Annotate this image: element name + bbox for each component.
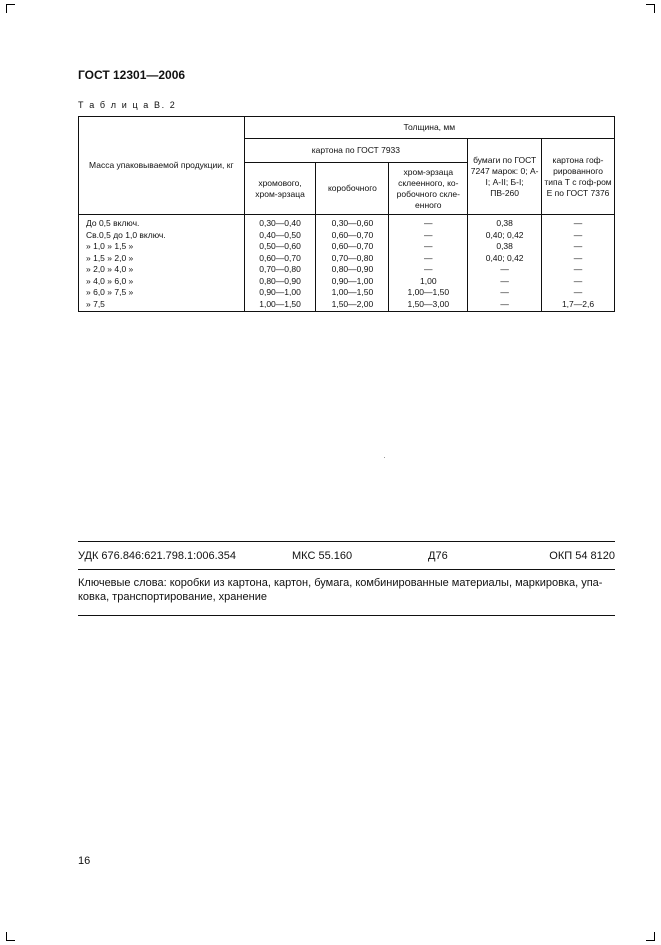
table-row xyxy=(79,287,615,299)
cell-box: 1,50—2,00 xyxy=(316,299,389,312)
cell-box: 0,90—1,00 xyxy=(316,276,389,288)
header-chrome: хромового, хром-эрзаца xyxy=(244,163,316,215)
cell-corrugated: — xyxy=(542,264,615,276)
cell-paper: — xyxy=(468,276,542,288)
header-carton: картона по ГОСТ 7933 xyxy=(244,139,468,163)
cell-chrome: 0,80—0,90 xyxy=(244,276,316,288)
cell-box: 1,00—1,50 xyxy=(316,287,389,299)
cell-mass: » 2,0 » 4,0 » xyxy=(79,264,245,276)
table-caption: Т а б л и ц а В. 2 xyxy=(78,100,177,110)
class-code: Д76 xyxy=(428,550,448,562)
cell-mass: » 7,5 xyxy=(79,299,245,312)
header-thickness: Толщина, мм xyxy=(244,117,614,139)
cell-glued: — xyxy=(389,241,468,253)
cell-paper: 0,38 xyxy=(468,215,542,230)
keywords: Ключевые слова: коробки из картона, картон, бумага, комбинированные материалы, маркировка, упа-ковка, транспортирование, хранение xyxy=(78,569,615,616)
cell-chrome: 0,60—0,70 xyxy=(244,253,316,265)
cell-paper: — xyxy=(468,299,542,312)
cell-glued: 1,00 xyxy=(389,276,468,288)
cell-corrugated: — xyxy=(542,253,615,265)
cell-corrugated: — xyxy=(542,230,615,242)
header-paper: бумаги по ГОСТ 7247 марок: 0; А-I; А-II; Б-I; ПВ-260 xyxy=(468,139,542,215)
cell-chrome: 0,30—0,40 xyxy=(244,215,316,230)
header-corrugated: картона гоф-рированного типа Т с гоф-ром Е по ГОСТ 7376 xyxy=(542,139,615,215)
cell-glued: 1,50—3,00 xyxy=(389,299,468,312)
cell-mass: До 0,5 включ. xyxy=(79,215,245,230)
cell-corrugated: 1,7—2,6 xyxy=(542,299,615,312)
cell-box: 0,80—0,90 xyxy=(316,264,389,276)
cell-mass: » 4,0 » 6,0 » xyxy=(79,276,245,288)
cell-paper: — xyxy=(468,264,542,276)
table-row xyxy=(79,276,615,288)
cell-chrome: 0,90—1,00 xyxy=(244,287,316,299)
cell-glued: — xyxy=(389,264,468,276)
header-glued: хром-эрзаца склеенного, ко-робочного скле-енного xyxy=(389,163,468,215)
scan-speck xyxy=(384,457,385,458)
okp-code: ОКП 54 8120 xyxy=(549,550,615,562)
cell-glued: — xyxy=(389,215,468,230)
cell-box: 0,60—0,70 xyxy=(316,230,389,242)
cell-chrome: 0,40—0,50 xyxy=(244,230,316,242)
header-mass: Масса упаковываемой продукции, кг xyxy=(79,117,245,215)
cell-chrome: 1,00—1,50 xyxy=(244,299,316,312)
cell-chrome: 0,70—0,80 xyxy=(244,264,316,276)
cell-chrome: 0,50—0,60 xyxy=(244,241,316,253)
table-row xyxy=(79,264,615,276)
udk-code: УДК 676.846:621.798.1:006.354 xyxy=(78,550,236,562)
table-row xyxy=(79,230,615,242)
crop-mark-bottom-right xyxy=(646,932,655,941)
cell-mass: Св.0,5 до 1,0 включ. xyxy=(79,230,245,242)
table-row xyxy=(79,253,615,265)
cell-paper: 0,40; 0,42 xyxy=(468,253,542,265)
header-box: коробочного xyxy=(316,163,389,215)
bibliographic-line xyxy=(78,541,615,570)
cell-glued: — xyxy=(389,230,468,242)
cell-mass: » 1,5 » 2,0 » xyxy=(79,253,245,265)
table-row xyxy=(79,215,615,230)
cell-corrugated: — xyxy=(542,287,615,299)
cell-mass: » 6,0 » 7,5 » xyxy=(79,287,245,299)
crop-mark-bottom-left xyxy=(6,932,15,941)
cell-paper: 0,40; 0,42 xyxy=(468,230,542,242)
cell-box: 0,60—0,70 xyxy=(316,241,389,253)
cell-box: 0,30—0,60 xyxy=(316,215,389,230)
crop-mark-top-right xyxy=(646,4,655,13)
cell-paper: — xyxy=(468,287,542,299)
cell-mass: » 1,0 » 1,5 » xyxy=(79,241,245,253)
crop-mark-top-left xyxy=(6,4,15,13)
page-number: 16 xyxy=(78,855,91,867)
table-row xyxy=(79,241,615,253)
cell-glued: 1,00—1,50 xyxy=(389,287,468,299)
mks-code: МКС 55.160 xyxy=(292,550,353,562)
cell-corrugated: — xyxy=(542,276,615,288)
cell-paper: 0,38 xyxy=(468,241,542,253)
cell-corrugated: — xyxy=(542,241,615,253)
cell-glued: — xyxy=(389,253,468,265)
cell-box: 0,70—0,80 xyxy=(316,253,389,265)
thickness-table xyxy=(78,116,615,312)
table-row xyxy=(79,299,615,312)
document-header: ГОСТ 12301—2006 xyxy=(78,68,186,82)
cell-corrugated: — xyxy=(542,215,615,230)
